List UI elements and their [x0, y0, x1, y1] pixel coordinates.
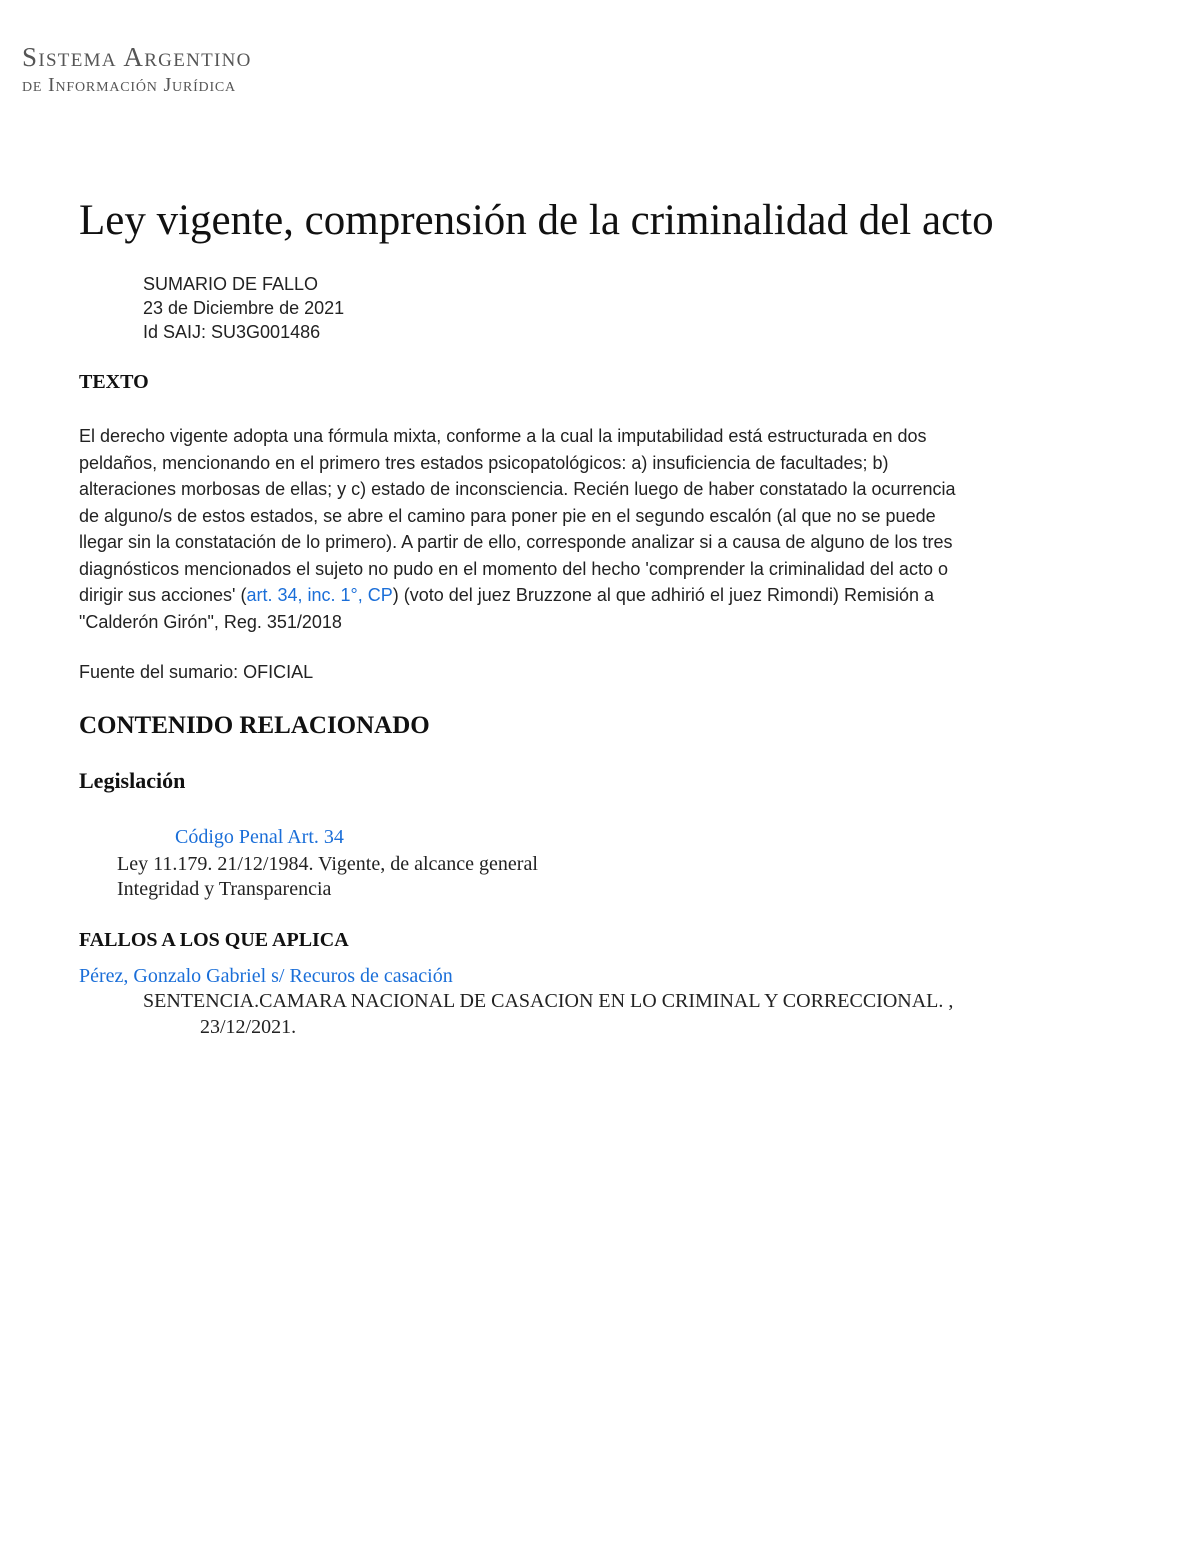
body-line-with-link [79, 582, 1119, 609]
legislacion-info [117, 852, 538, 902]
fallo-perez-link[interactable]: Pérez, Gonzalo Gabriel s/ Recuros de casación [79, 965, 453, 987]
sumario-body [79, 423, 1119, 635]
logo-line-2: de Información Jurídica [22, 74, 236, 96]
legislacion-heading: Legislación [79, 768, 186, 793]
meta-type: SUMARIO DE FALLO [143, 274, 319, 294]
body-line: El derecho vigente adopta una fórmula mixta, conforme a la cual la imputabilidad está estructurada en dos [79, 426, 927, 446]
meta-date: 23 de Diciembre de 2021 [143, 298, 345, 318]
body-line: "Calderón Girón", Reg. 351/2018 [79, 611, 342, 632]
codigo-penal-link[interactable]: Código Penal Art. 34 [175, 826, 344, 848]
document-meta [143, 272, 344, 344]
body-line7-post: ) (voto del juez Bruzzone al que adhirió el juez Rimondi) Remisión a [392, 585, 935, 605]
body-line: de alguno/s de estos estados, se abre el camino para poner pie en el segundo escalón (al que no se puede [79, 505, 936, 526]
logo-line-1: Sistema Argentino [22, 42, 252, 72]
fallo-description [143, 988, 953, 1040]
texto-heading: TEXTO [79, 371, 149, 393]
body-line: peldaños, mencionando en el primero tres estados psicopatológicos: a) insuficiencia de facultades; b) [79, 452, 889, 473]
body-line: diagnósticos mencionados el sujeto no pudo en el momento del hecho 'comprender la criminalidad del acto o [79, 558, 948, 579]
legislacion-info-line: Integridad y Transparencia [117, 878, 332, 900]
fuente-del-sumario: Fuente del sumario: OFICIAL [79, 662, 314, 682]
art-34-link[interactable]: art. 34, inc. 1°, CP [246, 585, 393, 605]
contenido-relacionado-heading: CONTENIDO RELACIONADO [79, 712, 430, 739]
document-title: Ley vigente, comprensión de la criminalidad del acto [79, 197, 994, 244]
body-line: alteraciones morbosas de ellas; y c) estado de inconsciencia. Recién luego de haber constatado la ocurrencia [79, 479, 956, 499]
body-line: llegar sin la constatación de lo primero). A partir de ello, corresponde analizar si a causa de alguno de los tres [79, 532, 953, 552]
saij-logo [22, 44, 252, 95]
fallo-desc-line: SENTENCIA.CAMARA NACIONAL DE CASACION EN LO CRIMINAL Y CORRECCIONAL. , [143, 990, 954, 1012]
fallos-heading: FALLOS A LOS QUE APLICA [79, 929, 349, 951]
legislacion-info-line: Ley 11.179. 21/12/1984. Vigente, de alcance general [117, 853, 538, 875]
body-line7-pre: dirigir sus acciones' ( [79, 585, 247, 605]
fallo-desc-date: 23/12/2021. [200, 1016, 297, 1038]
meta-id: Id SAIJ: SU3G001486 [143, 322, 321, 342]
